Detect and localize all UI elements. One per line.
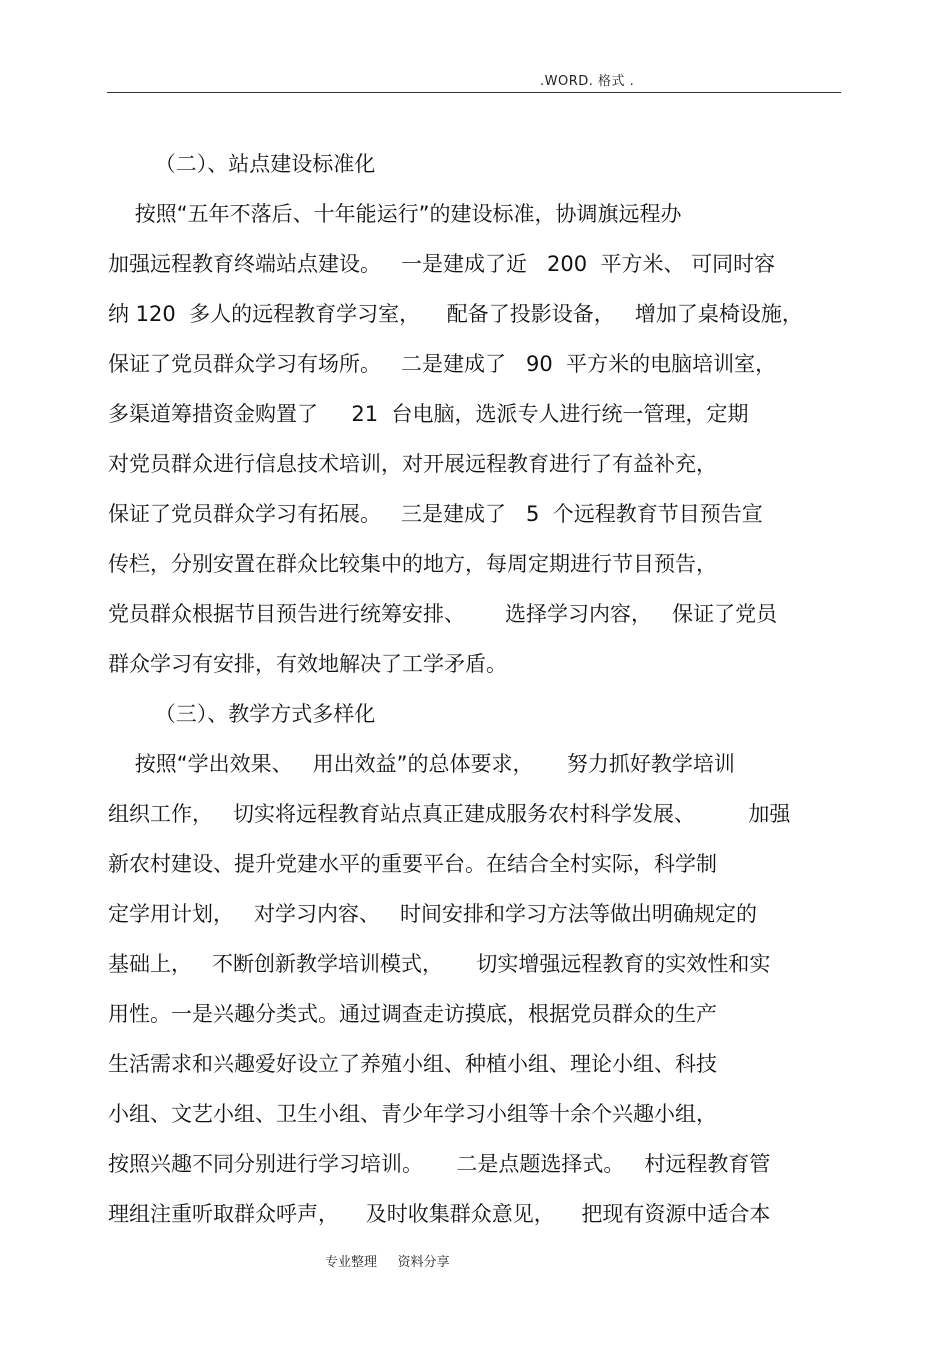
text-line: 组织工作， 切实将远程教育站点真正建成服务农村科学发展、 加强 (108, 802, 791, 826)
text-line: 群众学习有安排，有效地解决了工学矛盾。 (108, 652, 507, 676)
page-header: .WORD. 格式 . (540, 74, 635, 89)
text-line: 用性。一是兴趣分类式。通过调查走访摸底，根据党员群众的生产 (108, 1002, 717, 1026)
text-line: 保证了党员群众学习有场所。 二是建成了 90 平方米的电脑培训室， (108, 352, 777, 376)
page-footer: 专业整理 资料分享 (325, 1255, 450, 1270)
text-line: 基础上， 不断创新教学培训模式， 切实增强远程教育的实效性和实 (108, 952, 771, 976)
text-line: 党员群众根据节目预告进行统筹安排、 选择学习内容， 保证了党员 (108, 602, 778, 626)
text-line: 生活需求和兴趣爱好设立了养殖小组、种植小组、理论小组、科技 (108, 1052, 717, 1076)
text-line: 对党员群众进行信息技术培训，对开展远程教育进行了有益补充， (108, 452, 717, 476)
text-line: 传栏，分别安置在群众比较集中的地方，每周定期进行节目预告， (108, 552, 717, 576)
text-line: 小组、文艺小组、卫生小组、青少年学习小组等十余个兴趣小组， (108, 1102, 717, 1126)
section-heading-2: （二）、站点建设标准化 (108, 152, 376, 176)
text-line: 加强远程教育终端站点建设。 一是建成了近 200 平方米、 可同时容 (108, 252, 776, 276)
text-line: 新农村建设、提升党建水平的重要平台。在结合全村实际，科学制 (108, 852, 717, 876)
text-line: 按照“学出效果、 用出效益”的总体要求， 努力抓好教学培训 (108, 752, 735, 776)
text-line: 理组注重听取群众呼声， 及时收集群众意见， 把现有资源中适合本 (108, 1202, 771, 1226)
text-line: 保证了党员群众学习有拓展。 三是建成了 5 个远程教育节目预告宣 (108, 502, 763, 526)
text-line: 按照“五年不落后、十年能运行”的建设标准，协调旗远程办 (108, 202, 682, 226)
text-line: 按照兴趣不同分别进行学习培训。 二是点题选择式。 村远程教育管 (108, 1152, 771, 1176)
header-divider (107, 92, 841, 93)
body-text (108, 145, 848, 1245)
section-heading-3: （三）、教学方式多样化 (108, 702, 376, 726)
text-line: 定学用计划， 对学习内容、 时间安排和学习方法等做出明确规定的 (108, 902, 758, 926)
text-line: 多渠道筹措资金购置了 21 台电脑，选派专人进行统一管理，定期 (108, 402, 749, 426)
text-line: 纳 120 多人的远程教育学习室， 配备了投影设备， 增加了桌椅设施， (108, 302, 803, 326)
